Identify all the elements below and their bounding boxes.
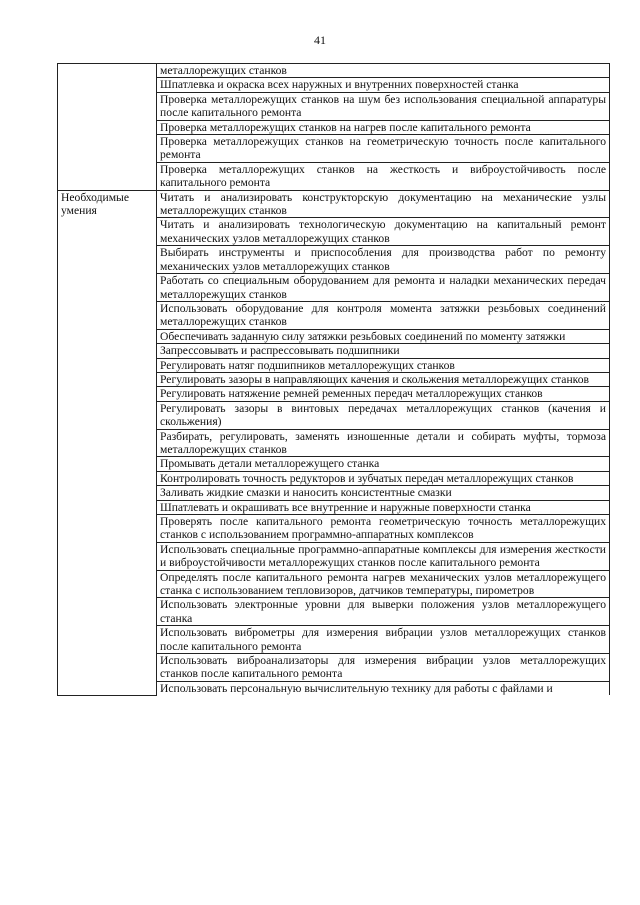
table-row (58, 64, 610, 78)
requirement-cell: Проверка металлорежущих станков на нагрев после капитального ремонта (157, 120, 610, 134)
requirement-cell: Промывать детали металлорежущего станка (157, 457, 610, 471)
requirement-cell: Использовать специальные программно-аппаратные комплексы для измерения жесткости и виброустойчивости металлорежущих станков после капитального ремонта (157, 542, 610, 570)
requirement-cell: Запрессовывать и распрессовывать подшипники (157, 344, 610, 358)
requirement-cell: Использовать виброанализаторы для измерения вибрации узлов металлорежущих станков после капитального ремонта (157, 654, 610, 682)
requirement-cell: Регулировать натяжение ремней ременных передач металлорежущих станков (157, 387, 610, 401)
table-body (58, 64, 610, 696)
label-cell-continued (58, 64, 157, 191)
requirement-cell: Читать и анализировать конструкторскую документацию на механические узлы металлорежущих станков (157, 190, 610, 218)
requirement-cell: Регулировать зазоры в направляющих качения и скольжения металлорежущих станков (157, 372, 610, 386)
requirement-cell: Проверять после капитального ремонта геометрическую точность металлорежущих станков с использованием программно-аппаратных комплексов (157, 515, 610, 543)
requirement-cell: Проверка металлорежущих станков на шум без использования специальной аппаратуры после капитального ремонта (157, 92, 610, 120)
requirement-cell: Шпатлевать и окрашивать все внутренние и наружные поверхности станка (157, 500, 610, 514)
requirement-cell: Разбирать, регулировать, заменять изношенные детали и собирать муфты, тормоза металлорежущих станков (157, 429, 610, 457)
requirement-cell: Контролировать точность редукторов и зубчатых передач металлорежущих станков (157, 471, 610, 485)
requirement-cell: металлорежущих станков (157, 64, 610, 78)
table-row (58, 190, 610, 218)
requirement-cell: Регулировать зазоры в винтовых передачах металлорежущих станков (качения и скольжения) (157, 401, 610, 429)
requirement-cell: Использовать оборудование для контроля момента затяжки резьбовых соединений металлорежущих станков (157, 301, 610, 329)
requirement-cell: Шпатлевка и окраска всех наружных и внутренних поверхностей станка (157, 78, 610, 92)
label-cell-skills: Необходимые умения (58, 190, 157, 695)
requirement-cell: Определять после капитального ремонта нагрев механических узлов металлорежущего станка с использованием тепловизоров, датчиков температуры, пирометров (157, 570, 610, 598)
requirement-cell: Выбирать инструменты и приспособления для производства работ по ремонту механических узлов металлорежущих станков (157, 246, 610, 274)
requirement-cell: Проверка металлорежущих станков на жесткость и виброустойчивость после капитального ремонта (157, 162, 610, 190)
page-number: 41 (314, 33, 326, 47)
requirement-cell: Регулировать натяг подшипников металлорежущих станков (157, 358, 610, 372)
requirement-cell: Заливать жидкие смазки и наносить консистентные смазки (157, 486, 610, 500)
requirement-cell: Использовать виброметры для измерения вибрации узлов металлорежущих станков после капитального ремонта (157, 626, 610, 654)
requirement-cell: Обеспечивать заданную силу затяжки резьбовых соединений по моменту затяжки (157, 329, 610, 343)
requirement-cell: Читать и анализировать технологическую документацию на капитальный ремонт механических узлов металлорежущих станков (157, 218, 610, 246)
requirement-cell: Проверка металлорежущих станков на геометрическую точность после капитального ремонта (157, 135, 610, 163)
requirement-cell: Использовать электронные уровни для выверки положения узлов металлорежущего станка (157, 598, 610, 626)
requirement-cell: Работать со специальным оборудованием для ремонта и наладки механических передач металлорежущих станков (157, 274, 610, 302)
requirements-table (57, 63, 610, 696)
requirement-cell: Использовать персональную вычислительную технику для работы с файлами и (157, 681, 610, 695)
